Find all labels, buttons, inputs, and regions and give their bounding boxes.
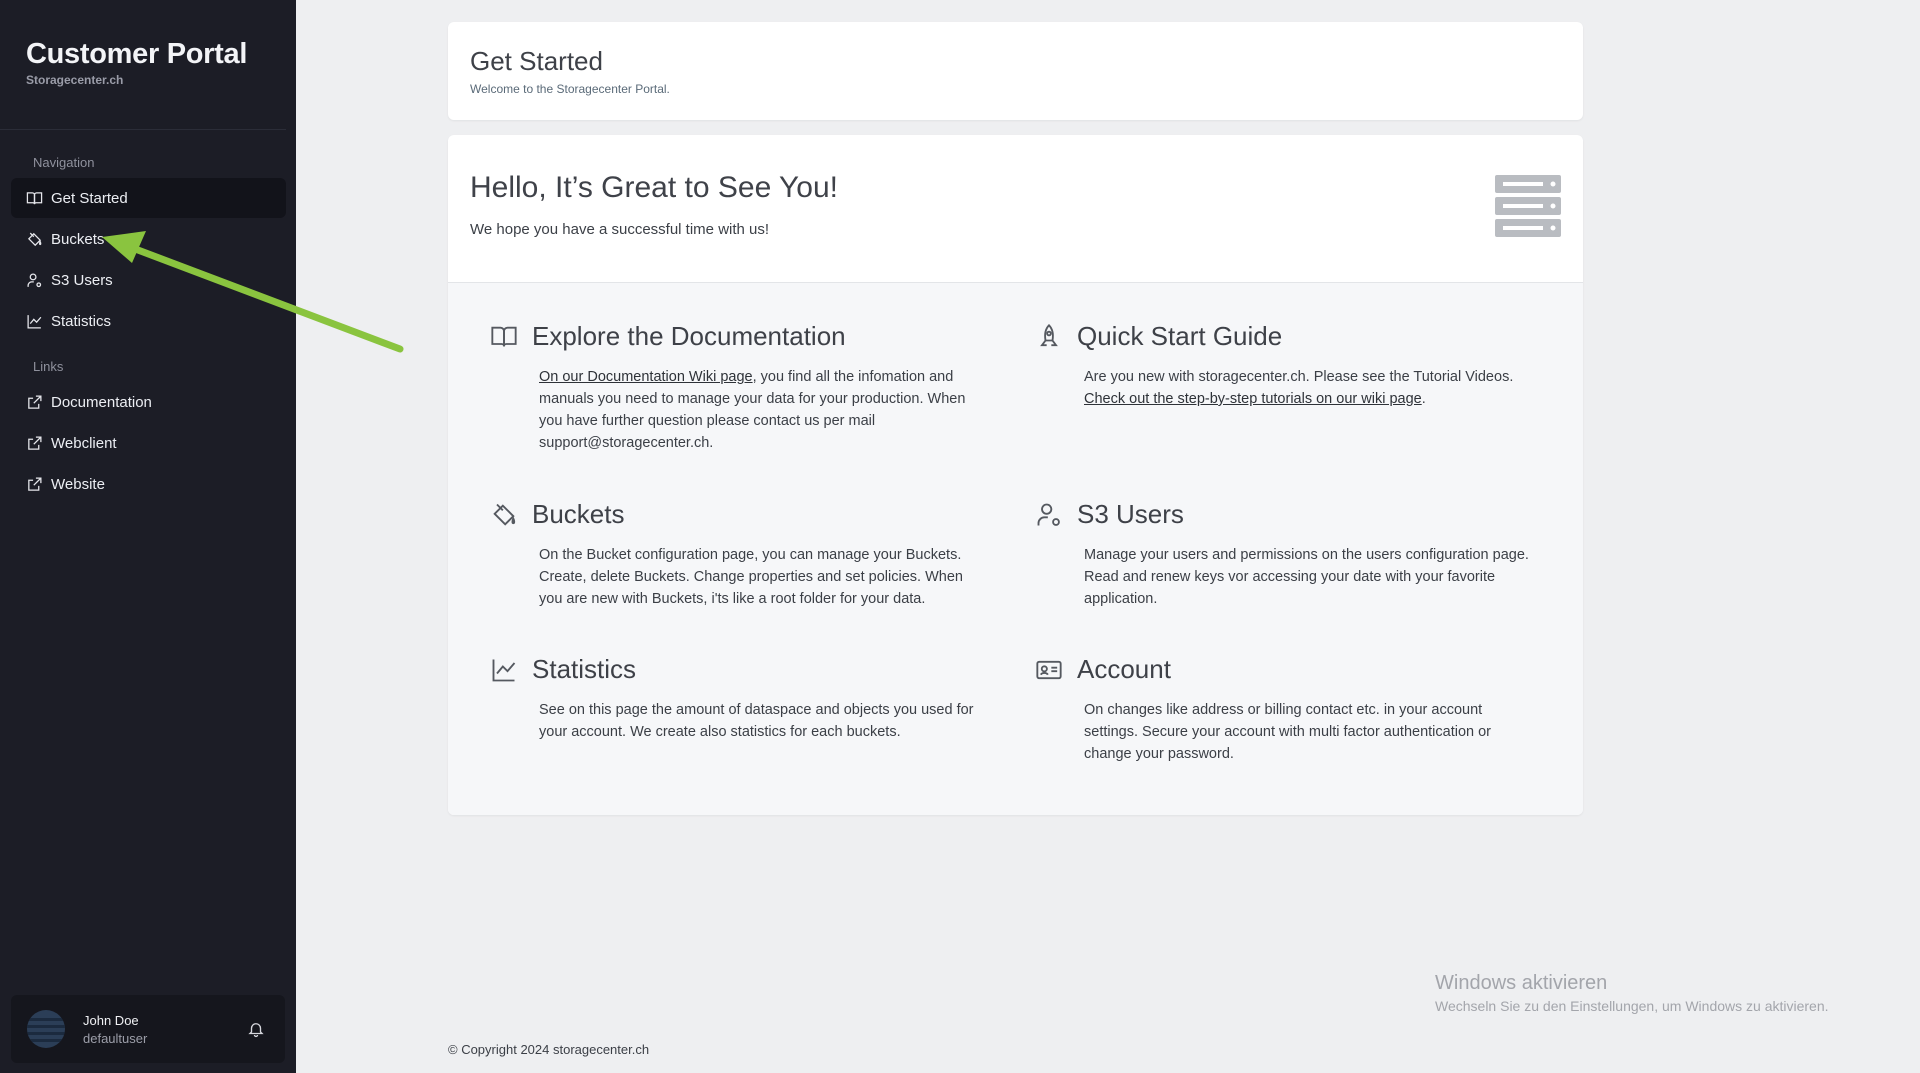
user-gear-icon bbox=[26, 272, 43, 289]
feature-title: Explore the Documentation bbox=[532, 321, 846, 351]
book-icon bbox=[26, 190, 43, 207]
feature-text-body: , you find all the infomation and manuals you need to manage your data for your production. When you have further question please contact us per mail support@storagecenter.ch. bbox=[539, 369, 966, 451]
sidebar-link-label: Documentation bbox=[51, 393, 152, 411]
paint-bucket-icon bbox=[490, 501, 518, 529]
id-card-icon bbox=[1035, 656, 1063, 684]
footer-copyright: © Copyright 2024 storagecenter.ch bbox=[448, 1042, 650, 1057]
brand bbox=[0, 0, 286, 130]
feature-documentation bbox=[490, 321, 990, 454]
feature-text: See on this page the amount of dataspace and objects you used for your account. We create also statistics for each buckets. bbox=[539, 702, 974, 740]
welcome-card bbox=[448, 135, 1583, 815]
features-grid bbox=[448, 283, 1583, 815]
feature-title: S3 Users bbox=[1077, 499, 1184, 529]
sidebar-item-get-started[interactable] bbox=[11, 178, 286, 218]
feature-title: Quick Start Guide bbox=[1077, 321, 1283, 351]
welcome-title: Hello, It’s Great to See You! bbox=[470, 171, 839, 204]
watermark-text: Wechseln Sie zu den Einstellungen, um Windows zu aktivieren. bbox=[1435, 998, 1829, 1014]
feature-title: Buckets bbox=[532, 499, 625, 529]
server-icon bbox=[1495, 175, 1561, 239]
feature-quick-start bbox=[1035, 321, 1535, 410]
page-subtitle: Welcome to the Storagecenter Portal. bbox=[470, 82, 670, 96]
feature-text: On changes like address or billing contact etc. in your account settings. Secure your account with multi factor authentication or change your password. bbox=[1084, 702, 1492, 762]
windows-activation-watermark bbox=[1435, 972, 1829, 1014]
sidebar-link-label: Website bbox=[51, 475, 105, 493]
line-chart-icon bbox=[26, 313, 43, 330]
sidebar-item-label: S3 Users bbox=[51, 271, 113, 289]
watermark-title: Windows aktivieren bbox=[1435, 972, 1608, 994]
feature-buckets bbox=[490, 499, 990, 610]
feature-title: Statistics bbox=[532, 654, 637, 684]
bell-icon[interactable] bbox=[247, 1019, 265, 1039]
rocket-icon bbox=[1035, 323, 1063, 351]
links-section-label: Links bbox=[33, 359, 64, 374]
nav-section-label: Navigation bbox=[33, 155, 95, 170]
external-link-icon bbox=[26, 476, 43, 493]
page-header-card bbox=[448, 22, 1583, 120]
feature-text bbox=[539, 366, 990, 454]
brand-subtitle: Storagecenter.ch bbox=[26, 73, 124, 87]
sidebar-item-label: Get Started bbox=[51, 189, 128, 207]
welcome-text: We hope you have a successful time with us! bbox=[470, 221, 770, 238]
sidebar-link-documentation[interactable] bbox=[11, 382, 286, 422]
feature-text-body: Are you new with storagecenter.ch. Please see the Tutorial Videos. bbox=[1084, 369, 1514, 385]
sidebar-link-website[interactable] bbox=[11, 464, 286, 504]
avatar bbox=[27, 1010, 65, 1048]
feature-account bbox=[1035, 654, 1535, 765]
feature-title: Account bbox=[1077, 654, 1171, 684]
sidebar bbox=[0, 0, 296, 1073]
user-gear-icon bbox=[1035, 501, 1063, 529]
sidebar-item-label: Statistics bbox=[51, 312, 112, 330]
user-name: John Doe bbox=[83, 1012, 139, 1028]
line-chart-icon bbox=[490, 656, 518, 684]
paint-bucket-icon bbox=[26, 231, 43, 248]
tutorials-link[interactable]: Check out the step-by-step tutorials on our wiki page bbox=[1084, 391, 1422, 407]
page-title: Get Started bbox=[470, 46, 603, 76]
user-role: defaultuser bbox=[83, 1030, 148, 1046]
sidebar-link-label: Webclient bbox=[51, 434, 117, 452]
sidebar-item-label: Buckets bbox=[51, 230, 105, 248]
feature-text: Manage your users and permissions on the users configuration page. Read and renew keys vor accessing your date with your favorite application. bbox=[1084, 547, 1529, 607]
documentation-wiki-link[interactable]: On our Documentation Wiki page bbox=[539, 369, 753, 385]
book-icon bbox=[490, 323, 518, 351]
feature-text bbox=[1084, 366, 1535, 410]
sidebar-link-webclient[interactable] bbox=[11, 423, 286, 463]
feature-statistics bbox=[490, 654, 990, 743]
feature-s3-users bbox=[1035, 499, 1535, 610]
feature-text: On the Bucket configuration page, you can manage your Buckets. Create, delete Buckets. Change properties and set policies. When you are new with Buckets, i'ts like a root folder for your data. bbox=[539, 547, 963, 607]
external-link-icon bbox=[26, 394, 43, 411]
annotation-arrow bbox=[100, 225, 420, 355]
external-link-icon bbox=[26, 435, 43, 452]
feature-text-end: . bbox=[1421, 391, 1426, 407]
brand-title: Customer Portal bbox=[26, 38, 248, 70]
user-card[interactable] bbox=[11, 995, 285, 1063]
